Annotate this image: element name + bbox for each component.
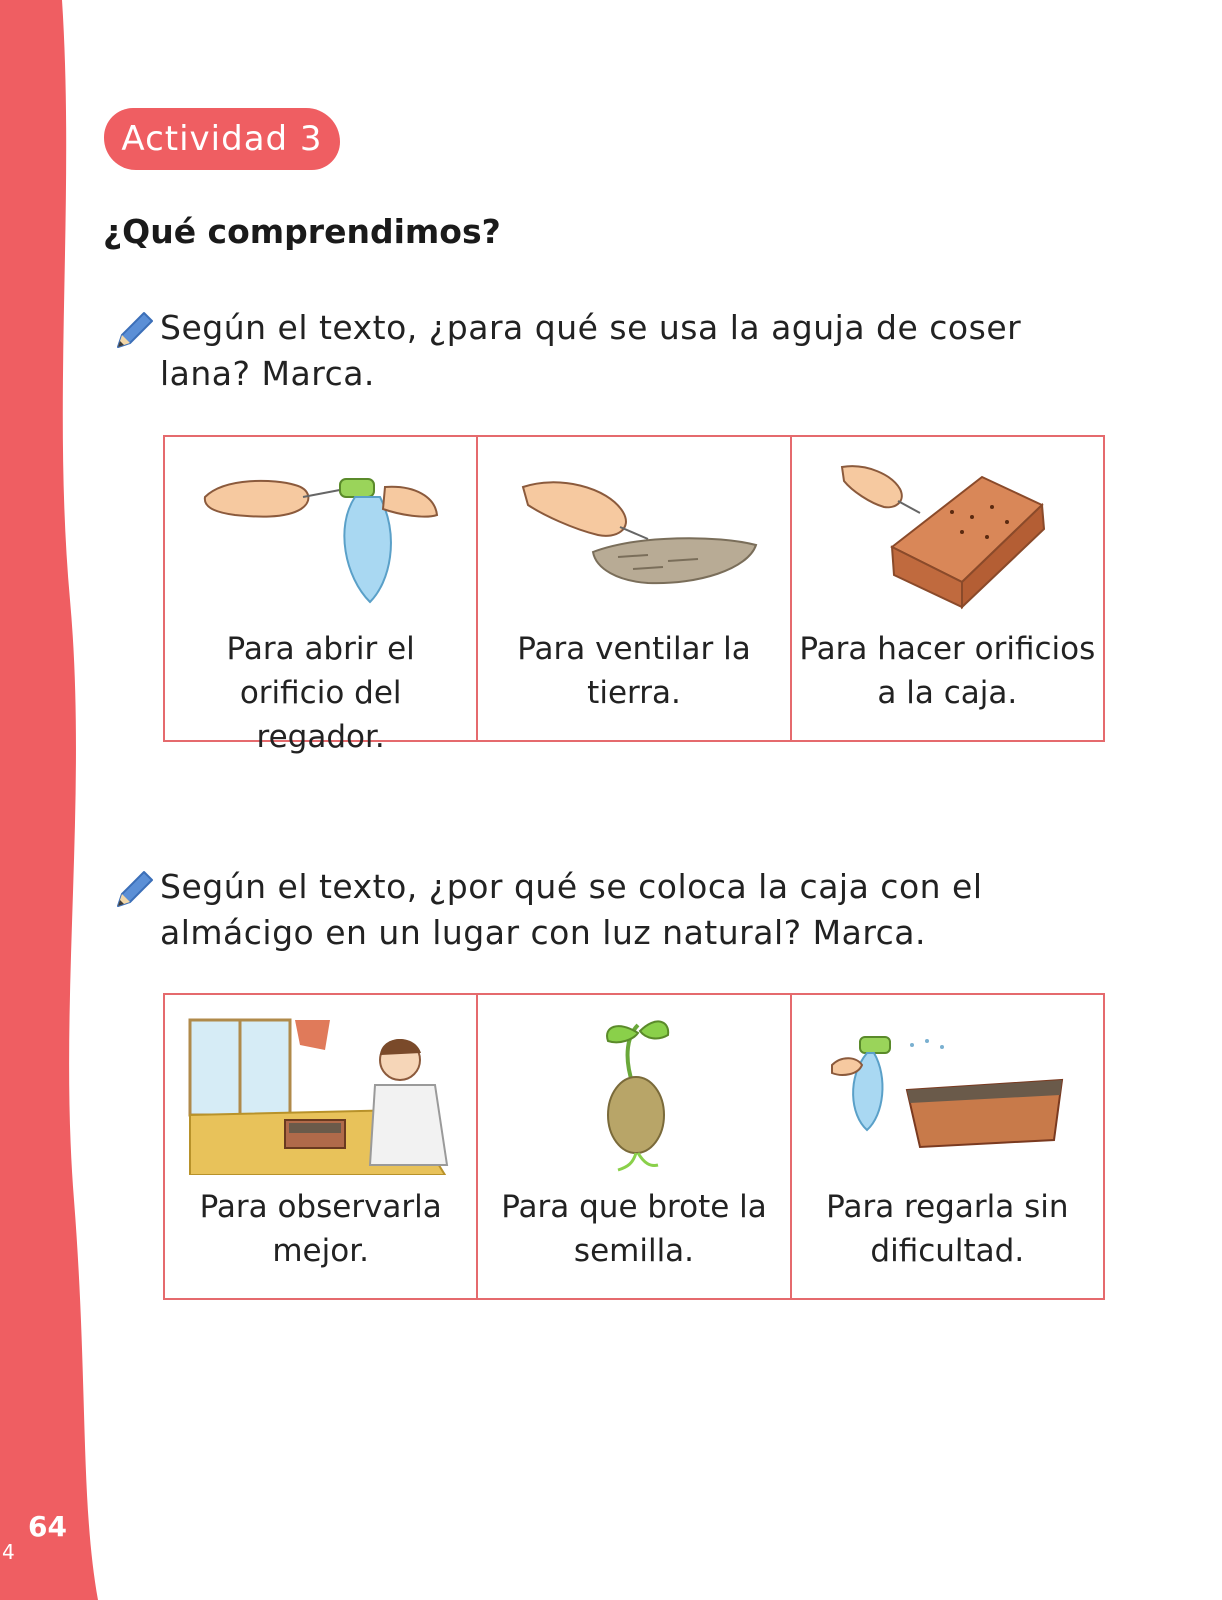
child-window-box-illustration — [185, 1015, 455, 1175]
activity-badge: Actividad 3 — [104, 108, 340, 170]
hand-needle-soil-illustration — [498, 457, 768, 617]
question-2-options — [163, 993, 1105, 1300]
sprouting-seed-illustration — [498, 1015, 768, 1175]
question-2-text: Según el texto, ¿por qué se coloca la caja con el almácigo en un lugar con luz natural? Marca. — [160, 867, 983, 952]
pencil-icon — [112, 868, 156, 912]
option-label: Para hacer orificios a la caja. — [799, 631, 1096, 711]
section-title: ¿Qué comprendimos? — [103, 212, 501, 251]
option-1-b[interactable] — [478, 437, 791, 740]
option-1-a[interactable] — [165, 437, 478, 755]
option-label: Para regarla sin dificultad. — [826, 1189, 1069, 1269]
spraying-seedbed-illustration — [812, 1015, 1082, 1175]
option-2-b[interactable] — [478, 995, 791, 1298]
question-1 — [112, 305, 1122, 397]
hand-needle-box-illustration — [812, 457, 1082, 617]
question-1-options — [163, 435, 1105, 755]
option-2-c[interactable] — [792, 995, 1103, 1298]
option-label: Para abrir el orificio del regador. — [226, 631, 415, 755]
option-label: Para observarla mejor. — [199, 1189, 442, 1269]
option-label: Para que brote la semilla. — [501, 1189, 767, 1269]
hand-needle-spray-bottle-illustration — [185, 457, 455, 617]
page-edge-number: 4 — [2, 1540, 15, 1564]
option-label: Para ventilar la tierra. — [517, 631, 751, 711]
side-band — [0, 0, 110, 1600]
option-1-c[interactable] — [792, 437, 1103, 740]
option-2-a[interactable] — [165, 995, 478, 1298]
pencil-icon — [112, 309, 156, 353]
question-1-text: Según el texto, ¿para qué se usa la aguja de coser lana? Marca. — [160, 308, 1022, 393]
question-2 — [112, 864, 1122, 956]
page-number: 64 — [28, 1510, 67, 1543]
